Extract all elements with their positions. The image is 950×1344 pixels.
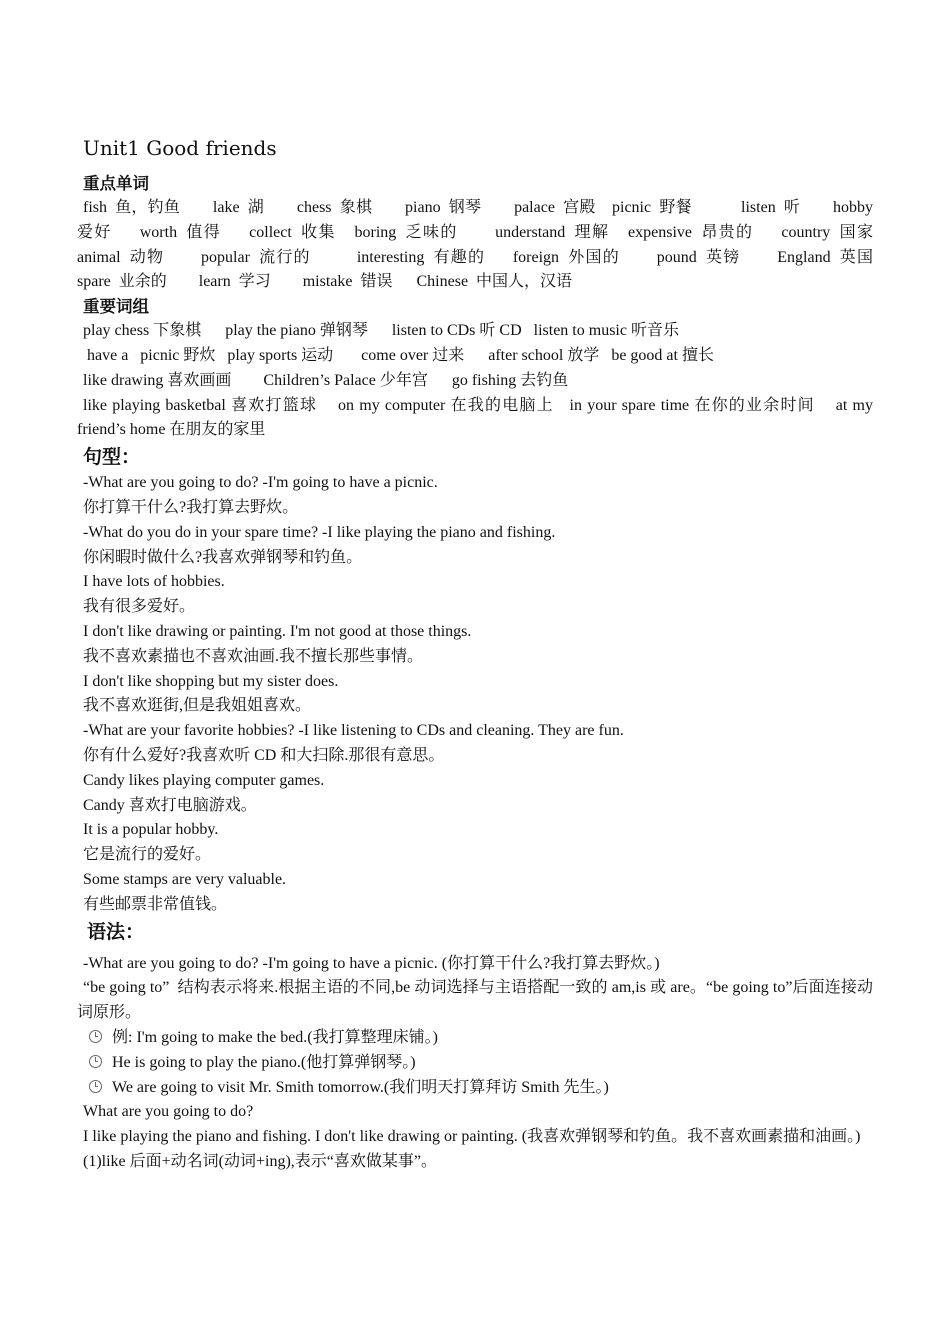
- grammar-example-text: He is going to play the piano.(他打算弹钢琴。): [112, 1053, 416, 1071]
- page-title: Unit1 Good friends: [83, 136, 277, 160]
- vocab-heading: 重点单词: [83, 174, 149, 193]
- phrase-line: like playing basketbal 喜欢打篮球 on my computer 在我的电脑上 in your spare time 在你的业余时间 at my friend’s home 在朋友的家里: [77, 396, 877, 439]
- grammar-note: “be going to” 结构表示将来.根据主语的不同,be 动词选择与主语搭配一致的 am,is 或 are。“be going to”后面连接动词原形。: [77, 979, 873, 1022]
- grammar-example-text: 例: I'm going to make the bed.(我打算整理床铺。): [112, 1028, 438, 1046]
- phrase-line: play chess 下象棋 play the piano 弹钢琴 listen to CDs 听 CD listen to music 听音乐: [83, 322, 679, 340]
- grammar-example: [77, 1026, 873, 1051]
- sentence-line: 有些邮票非常值钱。: [83, 895, 228, 913]
- sentence-line: Candy 喜欢打电脑游戏。: [83, 796, 257, 814]
- sentence-line: 我不喜欢素描也不喜欢油画.我不擅长那些事情。: [83, 647, 424, 665]
- phrases-heading: 重要词组: [83, 297, 149, 317]
- sentences-heading: 句型：: [83, 446, 141, 469]
- sentence-line: 它是流行的爱好。: [83, 846, 212, 864]
- grammar-example: [77, 1051, 873, 1076]
- vocab-list: fish 鱼，钓鱼 lake 湖 chess 象棋 piano 钢琴 palace 宫殿 picnic 野餐 listen 听 hobby 爱好 worth 值得 collect 收集 boring 乏味的 understand 理解 expensive 昂贵的 country 国家 animal 动物 popular 流行的 interesting 有趣的 foreign 外国的 pound 英镑 England 英国 spare 业余的 learn 学习 mistake 错误 Chinese 中国人，汉语: [77, 199, 905, 291]
- sentence-line: -What do you do in your spare time? -I like playing the piano and fishing.: [83, 523, 556, 541]
- sentence-line: I have lots of hobbies.: [83, 573, 225, 591]
- sentence-line: 你有什么爱好?我喜欢听 CD 和大扫除.那很有意思。: [83, 746, 445, 764]
- clock-icon: [89, 1055, 102, 1068]
- phrase-line: like drawing 喜欢画画 Children’s Palace 少年宫 go fishing 去钓鱼: [83, 371, 569, 389]
- sentence-line: 我有很多爱好。: [83, 598, 196, 616]
- grammar-example: [77, 1076, 873, 1101]
- sentence-line: 我不喜欢逛街,但是我姐姐喜欢。: [83, 697, 312, 715]
- sentence-line: -What are you going to do? -I'm going to have a picnic.: [83, 474, 438, 492]
- grammar-question: What are you going to do?: [83, 1103, 254, 1121]
- sentence-line: -What are your favorite hobbies? -I like listening to CDs and cleaning. They are fun.: [83, 722, 624, 740]
- sentence-line: It is a popular hobby.: [83, 821, 219, 839]
- phrase-line: have a picnic 野炊 play sports 运动 come over 过来 after school 放学 be good at 擅长: [83, 346, 714, 364]
- grammar-heading: 语法：: [87, 920, 145, 943]
- grammar-example-text: We are going to visit Mr. Smith tomorrow.(我们明天打算拜访 Smith 先生。): [112, 1078, 609, 1096]
- document-page: [77, 132, 905, 1175]
- sentence-line: Candy likes playing computer games.: [83, 771, 325, 789]
- sentence-line: Some stamps are very valuable.: [83, 870, 287, 888]
- sentence-line: I don't like drawing or painting. I'm not good at those things.: [83, 622, 472, 640]
- sentence-line: 你闲暇时做什么?我喜欢弹钢琴和钓鱼。: [83, 548, 363, 566]
- grammar-intro: -What are you going to do? -I'm going to have a picnic. (你打算干什么?我打算去野炊。): [83, 954, 660, 972]
- grammar-like-sentence: I like playing the piano and fishing. I don't like drawing or painting. (我喜欢弹钢琴和钓鱼。我不喜欢画素描和油画。): [83, 1128, 861, 1146]
- sentence-line: 你打算干什么?我打算去野炊。: [83, 498, 299, 516]
- sentence-line: I don't like shopping but my sister does.: [83, 672, 339, 690]
- clock-icon: [89, 1030, 102, 1043]
- clock-icon: [89, 1080, 102, 1093]
- grammar-rule: (1)like 后面+动名词(动词+ing),表示“喜欢做某事”。: [83, 1152, 438, 1170]
